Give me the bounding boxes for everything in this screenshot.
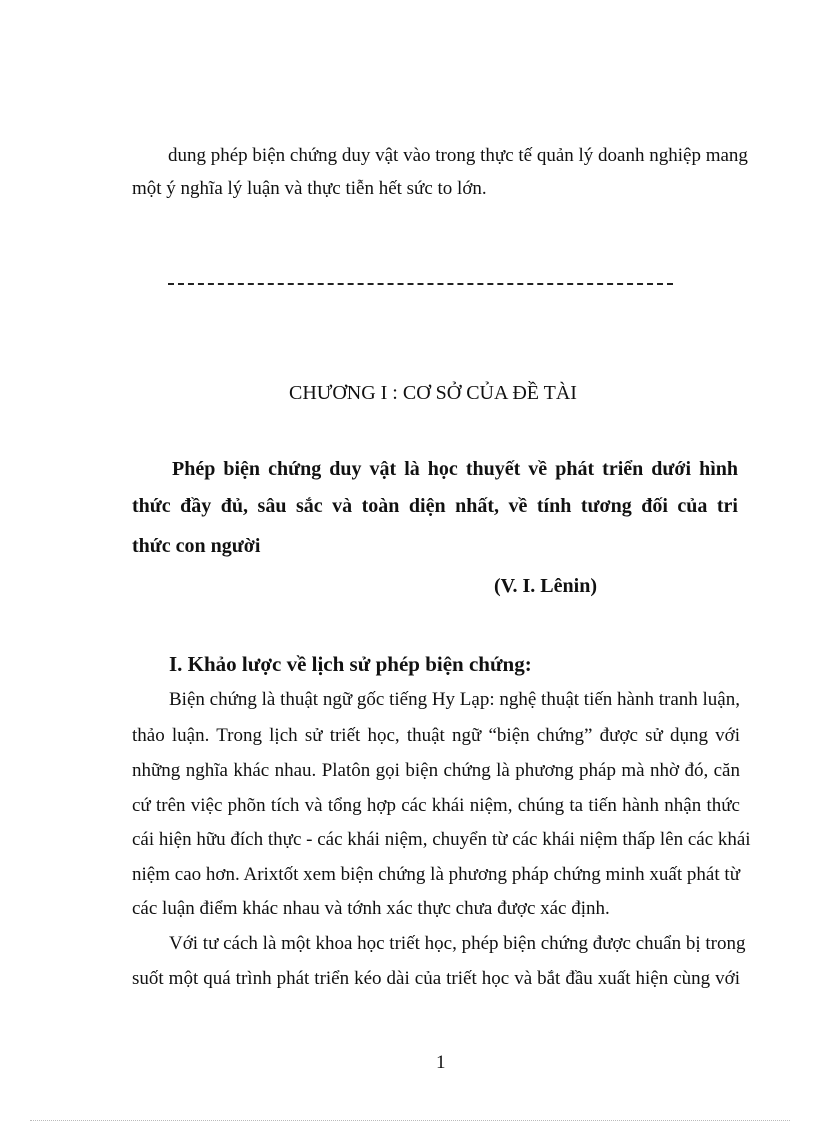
paragraph-line: những nghĩa khác nhau. Platôn gọi biện chứng là phương pháp mà nhờ đó, căn	[132, 760, 740, 781]
paragraph-line: Biện chứng là thuật ngữ gốc tiếng Hy Lạp: nghệ thuật tiến hành tranh luận,	[169, 689, 740, 710]
epigraph-line-2: thức đầy đủ, sâu sắc và toàn diện nhất, về tính tương đối của tri	[132, 495, 738, 517]
paragraph-line: cứ trên việc phõn tích và tổng hợp các khái niệm, chúng ta tiến hành nhận thức	[132, 795, 740, 816]
intro-line-2: một ý nghĩa lý luận và thực tiễn hết sức to lớn.	[132, 178, 487, 199]
section-divider	[168, 283, 673, 285]
paragraph-line: cái hiện hữu đích thực - các khái niệm, chuyển từ các khái niệm thấp lên các khái	[132, 829, 751, 850]
paragraph-line: niệm cao hơn. Arixtốt xem biện chứng là phương pháp chứng minh xuất phát từ	[132, 864, 740, 885]
chapter-title: CHƯƠNG I : CƠ SỞ CỦA ĐỀ TÀI	[289, 382, 577, 404]
paragraph-line: thảo luận. Trong lịch sử triết học, thuật ngữ “biện chứng” được sử dụng với	[132, 725, 740, 746]
paragraph-line: suốt một quá trình phát triển kéo dài của triết học và bắt đầu xuất hiện cùng với	[132, 968, 740, 989]
page-number: 1	[436, 1052, 446, 1073]
epigraph-author: (V. I. Lênin)	[494, 575, 597, 597]
paragraph-line: các luận điểm khác nhau và tớnh xác thực chưa được xác định.	[132, 898, 610, 919]
paragraph-line: Với tư cách là một khoa học triết học, phép biện chứng được chuẩn bị trong	[169, 933, 746, 954]
page-bottom-rule	[30, 1120, 790, 1121]
epigraph-line-1: Phép biện chứng duy vật là học thuyết về phát triển dưới hình	[172, 458, 738, 480]
epigraph-line-3: thức con người	[132, 535, 261, 557]
intro-line-1: dung phép biện chứng duy vật vào trong thực tế quản lý doanh nghiệp mang	[168, 145, 748, 166]
section-heading: I. Khảo lược về lịch sử phép biện chứng:	[169, 652, 532, 676]
